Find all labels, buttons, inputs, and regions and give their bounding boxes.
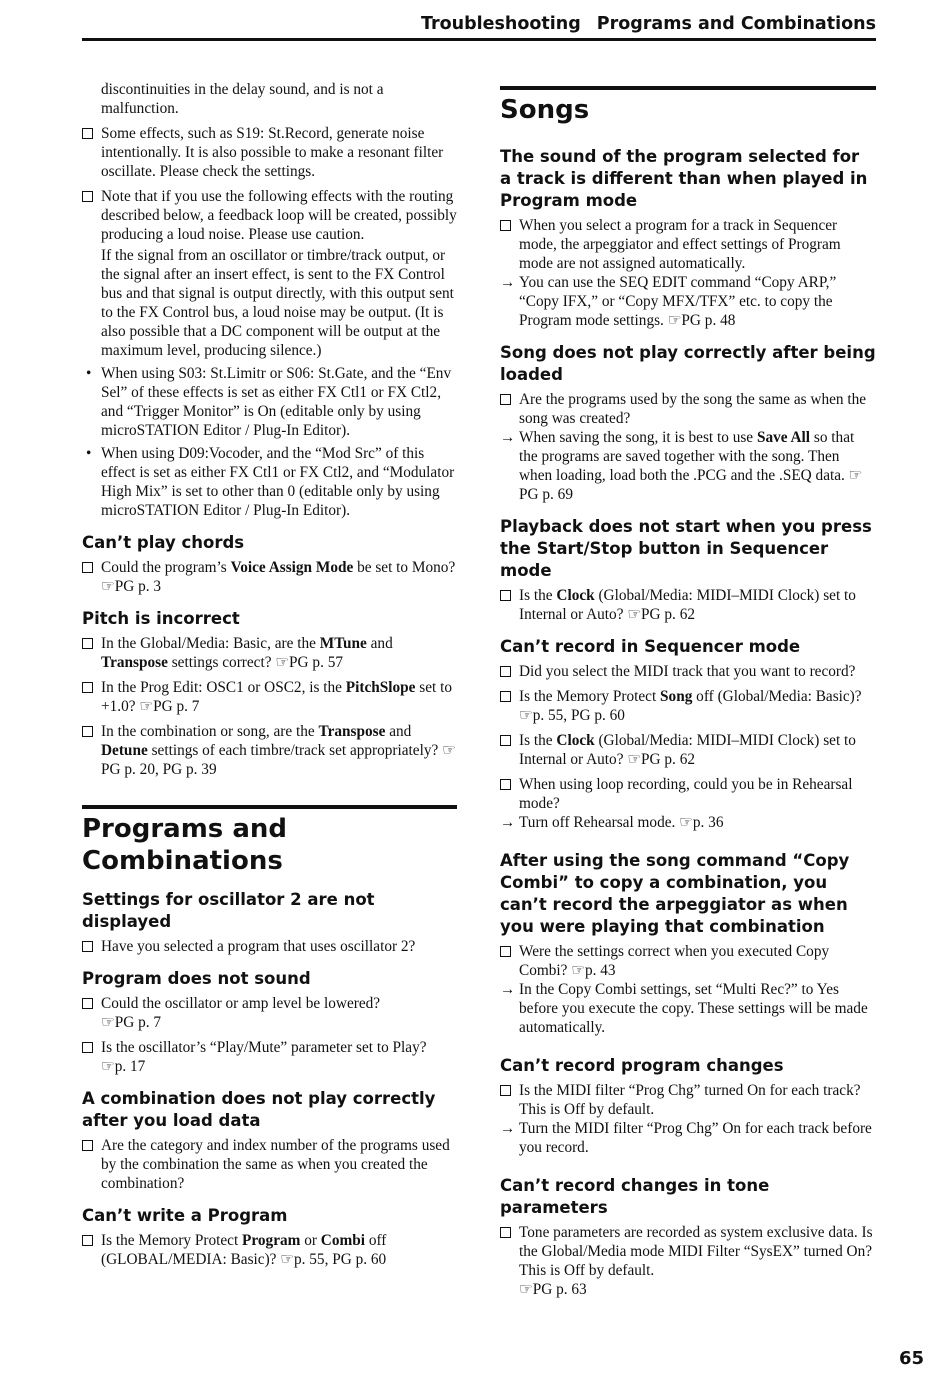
arrow-icon: → — [500, 1120, 516, 1137]
heading-tone-parameters: Can’t record changes in tone parameters — [500, 1176, 770, 1217]
left-column — [82, 80, 457, 1275]
header-section: Troubleshooting — [420, 14, 581, 34]
page-number: 65 — [898, 1348, 924, 1369]
checkbox-icon — [82, 1235, 93, 1246]
item-text: Are the category and index number of the programs used by the combination the same as when you created the combination? — [101, 1137, 450, 1192]
checkbox-icon — [82, 562, 93, 573]
bullet-icon: • — [86, 365, 92, 382]
list-item — [500, 390, 876, 428]
list-item: Is the Memory Protect Song off (Global/Media: Basic)? ☞p. 55, PG p. 60 — [500, 687, 876, 725]
list-item — [500, 662, 876, 681]
list-item: Is the Memory Protect Program or Combi off (GLOBAL/MEDIA: Basic)? ☞p. 55, PG p. 60 — [82, 1231, 457, 1269]
arrow-icon: → — [500, 981, 516, 998]
note-text: If the signal from an oscillator or timbre/track output, or the signal after an insert effect, is sent to the FX Control bus and that signal is output directly, with this output sent to the FX Control bus, a loud noise may be output. (It is also possible that a DC component will be output at the maximum level, producing silence.) — [101, 247, 454, 359]
list-item — [82, 124, 457, 181]
checkbox-icon — [82, 998, 93, 1009]
item-text: Turn the MIDI filter “Prog Chg” On for each track before you record. — [519, 1120, 872, 1156]
item-text: Are the programs used by the song the same as when the song was created? — [519, 391, 867, 427]
bullet-item — [82, 444, 457, 520]
list-item — [82, 187, 457, 244]
list-item — [500, 216, 876, 273]
heading-playback: Playback does not start when you press the Start/Stop button in Sequencer mode — [500, 517, 872, 580]
right-column — [500, 86, 876, 1305]
heading-osc2: Settings for oscillator 2 are not displayed — [82, 890, 375, 931]
item-text: Were the settings correct when you executed Copy Combi? ☞p. 43 — [519, 943, 830, 979]
heading-song-load: Song does not play correctly after being loaded — [500, 343, 876, 384]
list-item: Is the oscillator’s “Play/Mute” parameter set to Play? ☞p. 17 — [82, 1038, 457, 1076]
checkbox-icon — [500, 220, 511, 231]
checkbox-icon — [500, 590, 511, 601]
item-text: Did you select the MIDI track that you want to record? — [519, 663, 856, 680]
item-text: Turn off Rehearsal mode. ☞p. 36 — [519, 814, 724, 831]
checkbox-icon — [500, 1085, 511, 1096]
heading-no-sound: Program does not sound — [82, 969, 311, 988]
checkbox-icon — [500, 1227, 511, 1238]
item-text: When using loop recording, could you be in Rehearsal mode? — [519, 776, 853, 812]
checkbox-icon — [82, 941, 93, 952]
heading-cant-record-seq: Can’t record in Sequencer mode — [500, 637, 801, 656]
list-item: In the combination or song, are the Transpose and Detune settings of each timbre/track set appropriately? ☞PG p. 20, PG p. 39 — [82, 722, 457, 779]
list-item: Is the Clock (Global/Media: MIDI–MIDI Clock) set to Internal or Auto? ☞PG p. 62 — [500, 586, 876, 624]
list-item — [82, 1136, 457, 1193]
checkbox-icon — [82, 128, 93, 139]
checkbox-icon — [82, 1042, 93, 1053]
running-header — [82, 12, 876, 41]
bullet-icon: • — [86, 445, 92, 462]
checkbox-icon — [500, 394, 511, 405]
list-item — [500, 1081, 876, 1119]
solution-item — [500, 980, 876, 1037]
checkbox-icon — [500, 735, 511, 746]
item-text: When you select a program for a track in Sequencer mode, the arpeggiator and effect settings of Program mode are not assigned automatically. — [519, 217, 841, 272]
item-text: Some effects, such as S19: St.Record, generate noise intentionally. It is also possible to make a resonant filter oscillate. Please check the settings. — [101, 125, 444, 180]
item-text: You can use the SEQ EDIT command “Copy ARP,” “Copy IFX,” or “Copy MFX/TFX” etc. to copy the Program mode settings. ☞PG p. 48 — [519, 274, 837, 329]
arrow-icon: → — [500, 429, 516, 446]
checkbox-icon — [500, 666, 511, 677]
item-text: When using S03: St.Limitr or S06: St.Gate, and the “Env Sel” of these effects is set as either FX Ctl1 or FX Ctl2, and “Trigger Monitor” is On (editable only by using microSTATION Editor / Plug-In Editor). — [101, 365, 452, 439]
section-title-programs-combinations: Programs and Combinations — [82, 805, 457, 877]
heading-pitch-incorrect: Pitch is incorrect — [82, 609, 240, 628]
list-item — [500, 775, 876, 813]
checkbox-icon — [82, 638, 93, 649]
item-text: When using D09:Vocoder, and the “Mod Src” of this effect is set as either FX Ctl1 or FX Ctl2, and “Modulator High Mix” is set to other than 0 (editable only by using microSTATION Editor / Plug-In Editor). — [101, 445, 455, 519]
list-item — [82, 937, 457, 956]
checkbox-icon — [500, 946, 511, 957]
arrow-icon: → — [500, 274, 516, 291]
checkbox-icon — [82, 191, 93, 202]
list-item: Is the Clock (Global/Media: MIDI–MIDI Clock) set to Internal or Auto? ☞PG p. 62 — [500, 731, 876, 769]
list-item: Could the oscillator or amp level be lowered? ☞PG p. 7 — [82, 994, 457, 1032]
continued-text: discontinuities in the delay sound, and is not a malfunction. — [101, 81, 384, 117]
solution-item: → When saving the song, it is best to use Save All so that the programs are saved together with the song. Then when loading, load both the .PCG and the .SEQ data. ☞PG p. 69 — [500, 429, 863, 503]
checkbox-icon — [500, 779, 511, 790]
checkbox-icon — [82, 682, 93, 693]
list-item: Could the program’s Voice Assign Mode be set to Mono? ☞PG p. 3 — [82, 558, 457, 596]
checkbox-icon — [500, 691, 511, 702]
list-item: In the Prog Edit: OSC1 or OSC2, is the PitchSlope set to +1.0? ☞PG p. 7 — [82, 678, 457, 716]
bullet-item — [82, 364, 457, 440]
list-item: In the Global/Media: Basic, are the MTune and Transpose settings correct? ☞PG p. 57 — [82, 634, 457, 672]
list-item — [500, 942, 876, 980]
heading-program-changes: Can’t record program changes — [500, 1056, 784, 1075]
item-text: Note that if you use the following effects with the routing described below, a feedback loop will be created, possibly producing a loud noise. Please use caution. — [101, 188, 457, 243]
item-text: In the Copy Combi settings, set “Multi Rec?” to Yes before you execute the copy. These settings will be made automatically. — [519, 981, 868, 1036]
checkbox-icon — [82, 1140, 93, 1151]
solution-item — [500, 273, 876, 330]
header-topic: Programs and Combinations — [596, 14, 876, 34]
section-title-songs: Songs — [500, 86, 876, 126]
arrow-icon: → — [500, 814, 516, 831]
checkbox-icon — [82, 726, 93, 737]
heading-sound-different: The sound of the program selected for a track is different than when played in Program mode — [500, 147, 868, 210]
item-text: Is the MIDI filter “Prog Chg” turned On for each track? This is Off by default. — [519, 1082, 861, 1118]
solution-item — [500, 1119, 876, 1157]
solution-item — [500, 813, 876, 832]
heading-cant-play-chords: Can’t play chords — [82, 533, 245, 552]
item-text: Have you selected a program that uses oscillator 2? — [101, 938, 416, 955]
heading-copy-combi: After using the song command “Copy Combi” to copy a combination, you can’t record the arpeggiator as when you were playing that combination — [500, 851, 850, 936]
heading-cant-write: Can’t write a Program — [82, 1206, 288, 1225]
heading-combination-load: A combination does not play correctly after you load data — [82, 1089, 436, 1130]
list-item: Tone parameters are recorded as system exclusive data. Is the Global/Media mode MIDI Filter “SysEX” turned On? This is Off by default. ☞PG p. 63 — [500, 1223, 876, 1299]
